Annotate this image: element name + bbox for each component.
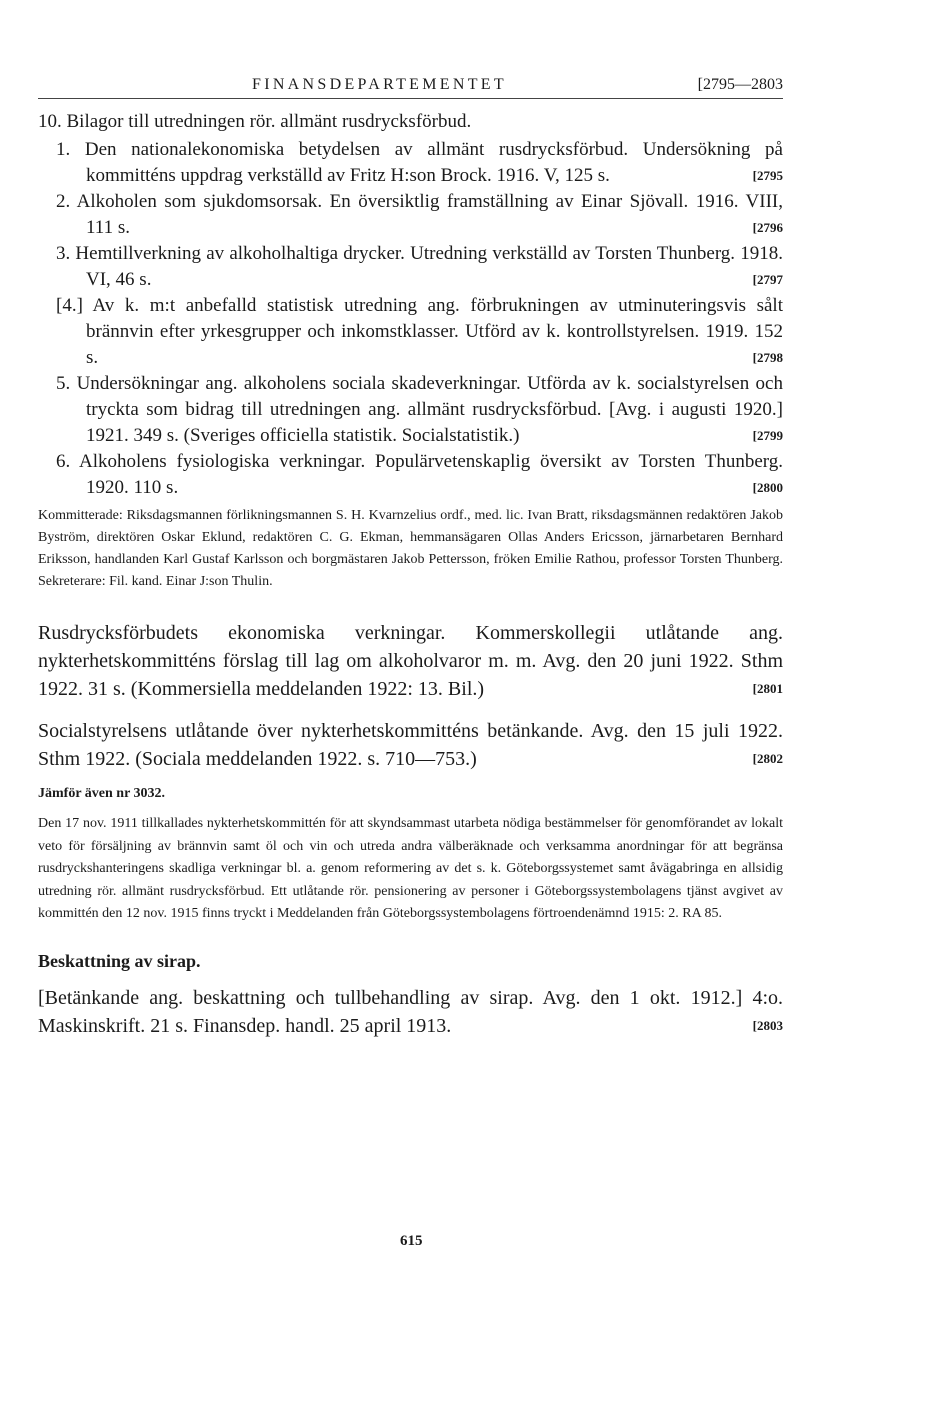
entry-number: [2796 [775, 215, 783, 241]
section-heading: Beskattning av sirap. [38, 950, 201, 971]
page-number: 615 [400, 1233, 423, 1249]
list-item [56, 449, 783, 501]
see-also-note: Jämför även nr 3032. [38, 786, 166, 801]
entry-number: [2801 [745, 675, 783, 703]
entry-2801 [38, 619, 783, 703]
entry-text: Rusdrycksförbudets ekonomiska verkningar. Kommerskollegii utlåtande ang. nykterhetskommitténs förslag till lag om alkoholvaror m. m. Avg. den 20 juni 1922. Sthm 1922. 31 s. (Kommersiella meddelanden 1922: 13. Bil.) [38, 622, 783, 700]
committee-note: Kommitterade: Riksdagsmannen förlikningsmannen S. H. Kvarnzelius ordf., med. lic. Ivan Bratt, riksdagsmännen redaktören Jakob Byström, direktören Oskar Eklund, redaktören C. G. Ekman, hemmansägaren Ollas Anders Ericsson, järnarbetaren Bernhard Eriksson, handlanden Karl Gustaf Karlsson och borgmästaren Jakob Pettersson, fröken Emilie Rathou, professor Torsten Thunberg. Sekreterare: Fil. kand. Einar J:son Thulin. [38, 508, 783, 589]
entry-number: [2800 [775, 475, 783, 501]
page [38, 72, 783, 1040]
entry-text: 2. Alkoholen som sjukdomsorsak. En översiktlig framställning av Einar Sjövall. 1916. VIII, 111 s. [56, 191, 783, 238]
list-item [56, 293, 783, 371]
entry-text: 6. Alkoholens fysiologiska verkningar. Populärvetenskaplig översikt av Torsten Thunberg. 1920. 110 s. [56, 451, 783, 498]
list-item [56, 241, 783, 293]
entry-text: [Betänkande ang. beskattning och tullbehandling av sirap. Avg. den 1 okt. 1912.] 4:o. Maskinskrift. 21 s. Finansdep. handl. 25 april 1913. [38, 986, 783, 1037]
entry-number: [2802 [745, 745, 783, 773]
entry-text: 3. Hemtillverkning av alkoholhaltiga drycker. Utredning verkställd av Torsten Thunberg. 1918. VI, 46 s. [56, 243, 783, 290]
list-item [56, 189, 783, 241]
entry-2802 [38, 717, 783, 773]
series-title: 10. Bilagor till utredningen rör. allmänt rusdrycksförbud. [38, 111, 472, 132]
entry-number: [2798 [775, 345, 783, 371]
history-note: Den 17 nov. 1911 tillkallades nykterhetskommittén för att skyndsammast utarbeta nödiga bestämmelser för genomförandet av lokalt veto för försäljning av brännvin samt öl och vin och utreda andra välberäknade och verksamma anordningar för att begränsa rusdryckshanteringens skadliga verkningar bl. a. genom reformering av det s. k. Göteborgssystemet samt åvägabringa en allsidig utredning rör. allmänt rusdrycksförbud. Ett utlåtande rör. pensionering av personer i Göteborgssystembolagens tjänst avgivet av kommittén den 12 nov. 1915 finns tryckt i Meddelanden från Göteborgssystembolagens förtroendenämnd 1915: 2. RA 85. [38, 816, 783, 921]
entry-text: 5. Undersökningar ang. alkoholens sociala skadeverkningar. Utförda av k. socialstyrelsen och tryckta som bidrag till utredningen ang. allmänt rusdrycksförbud. [Avg. i augusti 1920.] 1921. 349 s. (Sveriges officiella statistik. Socialstatistik.) [56, 373, 783, 446]
entry-number: [2799 [775, 423, 783, 449]
entry-2803 [38, 984, 783, 1040]
list-item [56, 371, 783, 449]
entry-number: [2797 [775, 267, 783, 293]
entry-text: [4.] Av k. m:t anbefalld statistisk utredning ang. förbrukningen av utminuteringsvis sålt brännvin efter yrkesgrupper och inkomstklasser. Utförd av k. kontrollstyrelsen. 1919. 152 s. [56, 295, 783, 368]
entry-number: [2795 [775, 163, 783, 189]
running-head [38, 72, 783, 99]
entry-number: [2803 [745, 1012, 783, 1040]
entry-text: 1. Den nationalekonomiska betydelsen av allmänt rusdrycksförbud. Undersökning på kommitténs uppdrag verkställd av Fritz H:son Brock. 1916. V, 125 s. [56, 139, 783, 186]
running-head-title: FINANSDEPARTEMENTET [252, 76, 507, 93]
entry-text: Socialstyrelsens utlåtande över nykterhetskommitténs betänkande. Avg. den 15 juli 1922. Sthm 1922. (Sociala meddelanden 1922. s. 710—753.) [38, 720, 783, 770]
list-item [56, 137, 783, 189]
running-head-range: [2795—2803 [697, 76, 783, 93]
